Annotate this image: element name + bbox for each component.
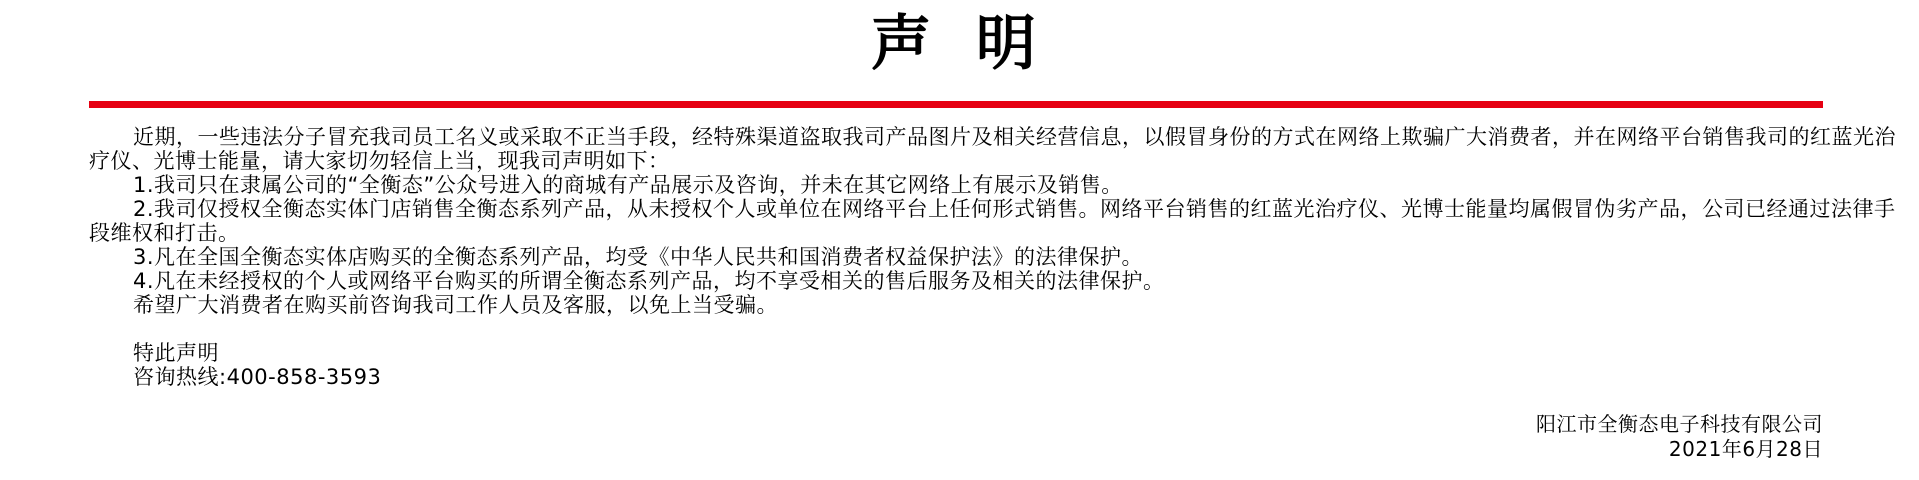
signature-block [89, 412, 1823, 462]
company-name: 阳江市全衡态电子科技有限公司 [1536, 412, 1823, 436]
hotline-label: 咨询热线: [133, 365, 227, 389]
red-divider [89, 101, 1823, 108]
hotline-number: 400-858-3593 [226, 365, 382, 389]
page-title: 声 明 [871, 9, 1048, 79]
body-line-item-4: 4.凡在未经授权的个人或网络平台购买的所谓全衡态系列产品，均不享受相关的售后服务及相关的法律保护。 [133, 269, 1165, 293]
body-line-intro-1: 近期，一些违法分子冒充我司员工名义或采取不正当手段，经特殊渠道盗取我司产品图片及相关经营信息，以假冒身份的方式在网络上欺骗广大消费者，并在网络平台销售我司的红蓝光治 [133, 125, 1896, 149]
body-line-item-1: 1.我司只在隶属公司的“全衡态”公众号进入的商城有产品展示及咨询，并未在其它网络上有展示及销售。 [133, 173, 1123, 197]
body-line-advice: 希望广大消费者在购买前咨询我司工作人员及客服，以免上当受骗。 [133, 293, 778, 317]
body-line-item-2b: 段维权和打击。 [89, 221, 240, 245]
body-line-intro-2: 疗仪、光博士能量，请大家切勿轻信上当，现我司声明如下： [89, 149, 670, 173]
body-line-item-2: 2.我司仅授权全衡态实体门店销售全衡态系列产品，从未授权个人或单位在网络平台上任何形式销售。网络平台销售的红蓝光治疗仪、光博士能量均属假冒伪劣产品，公司已经通过法律手 [133, 197, 1896, 221]
signature-date: 2021年6月28日 [1668, 437, 1823, 461]
body-line-item-3: 3.凡在全国全衡态实体店购买的全衡态系列产品，均受《中华人民共和国消费者权益保护法》的法律保护。 [133, 245, 1144, 269]
closing-block [89, 341, 1823, 389]
closing-statement: 特此声明 [133, 341, 219, 365]
hotline [89, 365, 1823, 389]
statement-body [89, 125, 1896, 462]
